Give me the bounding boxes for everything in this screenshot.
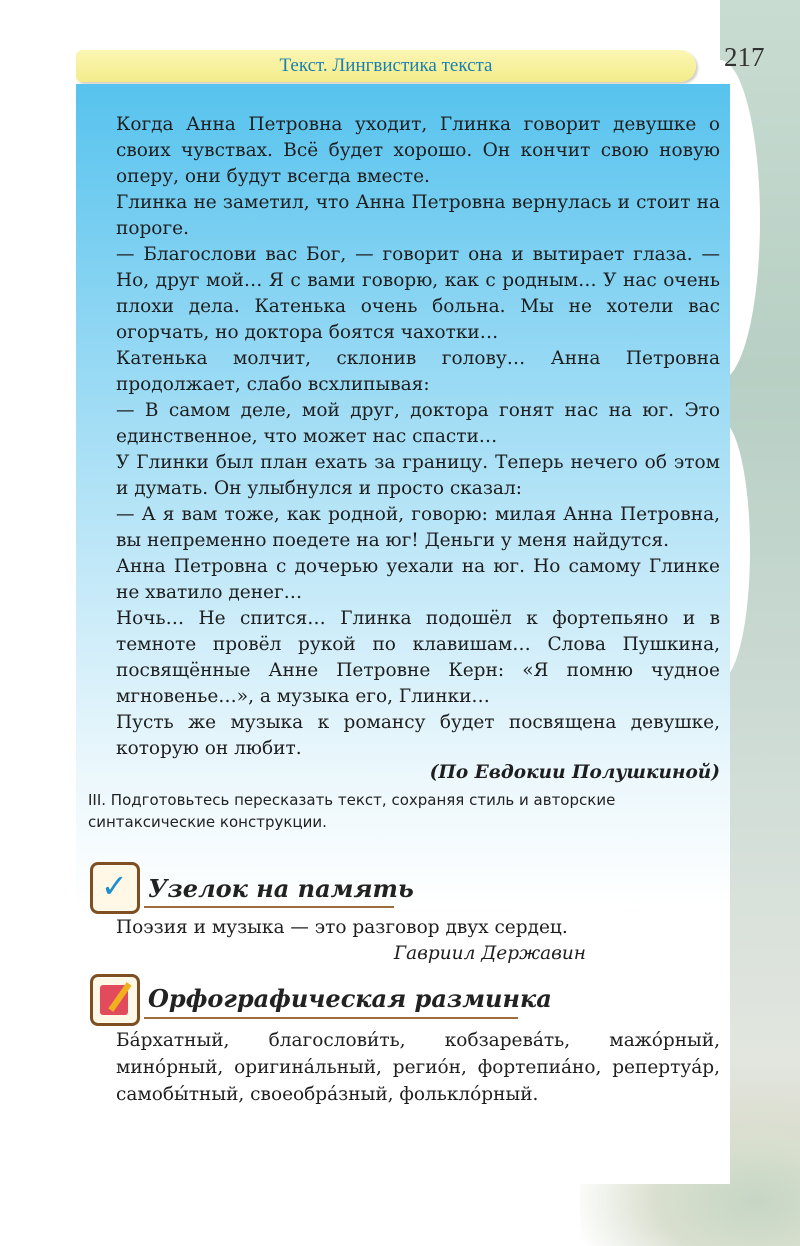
task-instruction: III. Подготовьтесь пересказать текст, сохраняя стиль и авторские синтаксические конструкции.: [88, 791, 616, 831]
spelling-words: Ба́рхатный, благослови́ть, кобзарева́ть, мажо́рный, мино́рный, оригина́льный, регио́н, фортепиа́но, репертуа́р, самобы́тный, своеобра́зный, фолькло́рный.: [116, 1030, 720, 1105]
decorative-side-illustration: [720, 0, 800, 1246]
paragraph: У Глинки был план ехать за границу. Теперь нечего об этом и думать. Он улыбнулся и просто сказал:: [116, 452, 720, 499]
source-attribution: (По Евдокии Полушкиной): [429, 762, 720, 783]
notepad-pen-icon: [90, 974, 140, 1026]
paragraph: — Благослови вас Бог, — говорит она и вытирает глаза. — Но, друг мой… Я с вами говорю, как с родным… У нас очень плохи дела. Катенька очень больна. Мы не хотели вас огорчать, но доктора боятся чахотки…: [116, 244, 720, 343]
paragraph: Анна Петровна с дочерью уехали на юг. Но самому Глинке не хватило денег…: [116, 556, 720, 603]
spelling-section-title: Орфографическая разминка: [148, 984, 552, 1013]
paragraph: Катенька молчит, склонив голову… Анна Петровна продолжает, слабо всхлипывая:: [116, 348, 720, 395]
quote-author: Гавриил Державин: [393, 943, 586, 964]
section-underline: [144, 1017, 518, 1019]
paragraph: — В самом деле, мой друг, доктора гонят нас на юг. Это единственное, что может нас спасти…: [116, 400, 720, 447]
paragraph: Ночь… Не спится… Глинка подошёл к фортепьяно и в темноте провёл рукой по клавишам… Слова Пушкина, посвящённые Анне Петровне Керн: «Я помню чудное мгновенье…», а музыка его, Глинки…: [116, 608, 720, 707]
story-text: [116, 112, 720, 762]
memory-quote: [116, 915, 586, 967]
checklist-icon: [90, 862, 140, 914]
paragraph: Пусть же музыка к романсу будет посвящена девушке, которую он любит.: [116, 712, 720, 759]
checkmark-icon: ✓: [101, 867, 128, 905]
chapter-header: [76, 50, 696, 82]
paragraph: Когда Анна Петровна уходит, Глинка говорит девушке о своих чувствах. Всё будет хорошо. Он кончит свою новую оперу, они будут всегда вместе.: [116, 114, 720, 187]
quote-text: Поэзия и музыка — это разговор двух сердец.: [116, 917, 568, 938]
paragraph: — А я вам тоже, как родной, говорю: милая Анна Петровна, вы непременно поедете на юг! Деньги у меня найдутся.: [116, 504, 720, 551]
page-number: 217: [724, 42, 765, 72]
paragraph: Глинка не заметил, что Анна Петровна вернулась и стоит на пороге.: [116, 192, 720, 239]
chapter-title: Текст. Лингвистика текста: [279, 55, 493, 76]
memory-section-title: Узелок на память: [148, 874, 414, 903]
section-underline: [144, 906, 394, 908]
